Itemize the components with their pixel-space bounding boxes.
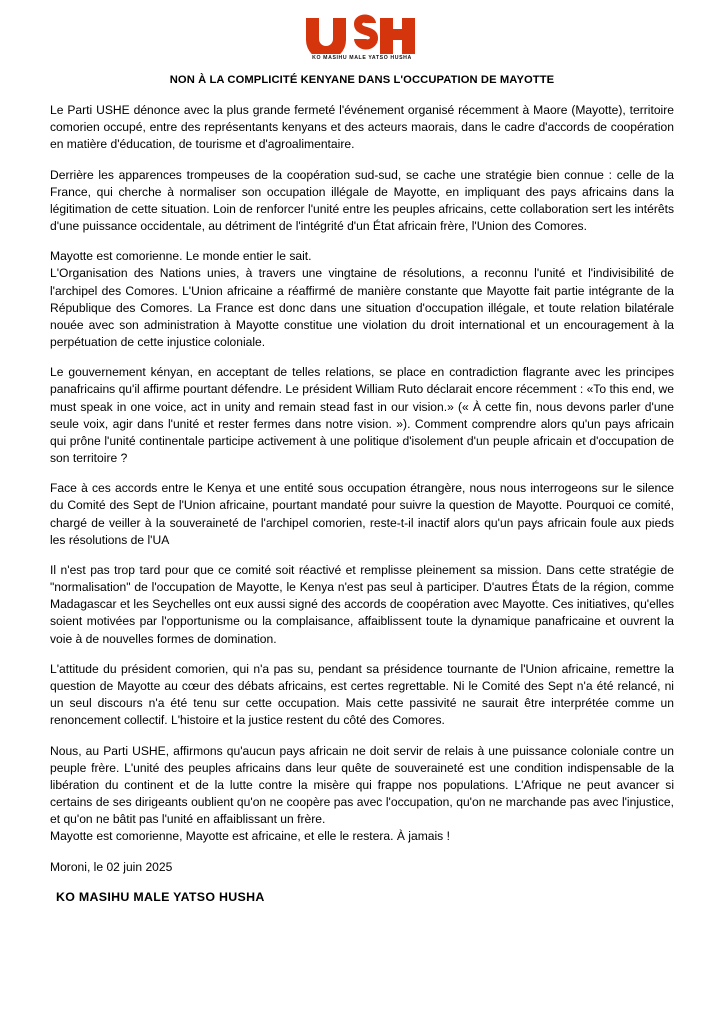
- paragraph: L'Organisation des Nations unies, à travers une vingtaine de résolutions, a reconnu l'unité et l'indivisibilité de l'archipel des Comores. L'Union africaine a réaffirmé de manière constante que Mayotte fait partie intégrante de la République des Comores. La France est donc dans une situation d'occupation illégale, et toute relation bilatérale nouée avec son administration à Mayotte constitue une violation du droit international et un encouragement à la perpétuation de cette injustice coloniale.: [50, 266, 674, 350]
- signature-line: KO MASIHU MALE YATSO HUSHA: [56, 889, 265, 904]
- logo-tagline: KO MASIHU MALE YATSO HUSHA: [312, 55, 412, 61]
- paragraph: Mayotte est comorienne. Le monde entier le sait.: [50, 249, 312, 264]
- usche-logo-icon: [302, 14, 422, 54]
- date-line: Moroni, le 02 juin 2025: [50, 859, 173, 874]
- paragraph: Derrière les apparences trompeuses de la coopération sud-sud, se cache une stratégie bien connue : celle de la France, qui cherche à normaliser son occupation illégale de Mayotte, en impliquant des pays africains dans la légitimation de cette situation. Loin de renforcer l'unité entre les peuples africains, cette collaboration sert les intérêts d'une puissance occidentale, au détriment de l'intégrité d'un État africain frère, l'Union des Comores.: [50, 167, 674, 234]
- paragraph: Mayotte est comorienne, Mayotte est africaine, et elle le restera. À jamais !: [50, 829, 450, 844]
- paragraph: Le gouvernement kényan, en acceptant de telles relations, se place en contradiction flagrante avec les principes panafricains qu'il affirme pourtant défendre. Le président William Ruto déclarait encore récemment : «To this end, we must speak in one voice, act in unity and remain stead fast in our vision.» (« À cette fin, nous devons parler d'une seule voix, agir dans l'unité et rester fermes dans notre vision. »). Comment comprendre alors qu'un pays africain qui prône l'unité continentale participe activement à une politique d'isolement d'un peuple africain et d'occupation de son territoire ?: [50, 365, 674, 466]
- paragraph: Il n'est pas trop tard pour que ce comité soit réactivé et remplisse pleinement sa mission. Dans cette stratégie de "normalisation" de l'occupation de Mayotte, le Kenya n'est pas seul à participer. D'autres États de la région, comme Madagascar et les Seychelles ont eux aussi signé des accords de coopération avec Mayotte. Ces initiatives, qu'elles soient motivées par l'opportunisme ou la complaisance, affaiblissent toute la dynamique panafricaine et ouvrent la voie à de nouvelles formes de domination.: [50, 562, 674, 646]
- paragraph: Le Parti USHE dénonce avec la plus grande fermeté l'événement organisé récemment à Maore (Mayotte), territoire comorien occupé, entre des représentants kenyans et des acteurs maorais, dans le cadre d'accords de coopération en matière d'éducation, de tourisme et d'agroalimentaire.: [50, 103, 674, 152]
- logo-block: [50, 14, 674, 64]
- page-title: NON À LA COMPLICITÉ KENYANE DANS L'OCCUPATION DE MAYOTTE: [169, 74, 555, 86]
- paragraph: Face à ces accords entre le Kenya et une entité sous occupation étrangère, nous nous interrogeons sur le silence du Comité des Sept de l'Union africaine, pourtant mandaté pour suivre la question de Mayotte. Pourquoi ce comité, chargé de veiller à la souveraineté de l'archipel comorien, reste-t-il inactif alors qu'un pays africain foule aux pieds les résolutions de l'UA: [50, 481, 674, 547]
- usche-logo: [302, 14, 422, 61]
- paragraph: Nous, au Parti USHE, affirmons qu'aucun pays africain ne doit servir de relais à une puissance coloniale contre un peuple frère. L'unité des peuples africains dans leur quête de souveraineté est une condition indispensable de la libération du continent et de la lutte contre la misère qui frappe nos populations. L'Afrique ne peut avancer si certains de ses dirigeants oublient qu'on ne coopère pas avec l'occupation, qu'on ne marchande pas avec l'injustice, et qu'on ne bâtit pas l'unité en affaiblissant un frère.: [50, 743, 674, 827]
- paragraph: L'attitude du président comorien, qui n'a pas su, pendant sa présidence tournante de l'Union africaine, remettre la question de Mayotte au cœur des débats africains, est certes regrettable. Ni le Comité des Sept n'a été relancé, ni un seul discours n'a été tenu sur cette occupation. Mais cette passivité ne saurait être interprétée comme un renoncement collectif. L'histoire et la justice restent du côté des Comores.: [50, 661, 674, 728]
